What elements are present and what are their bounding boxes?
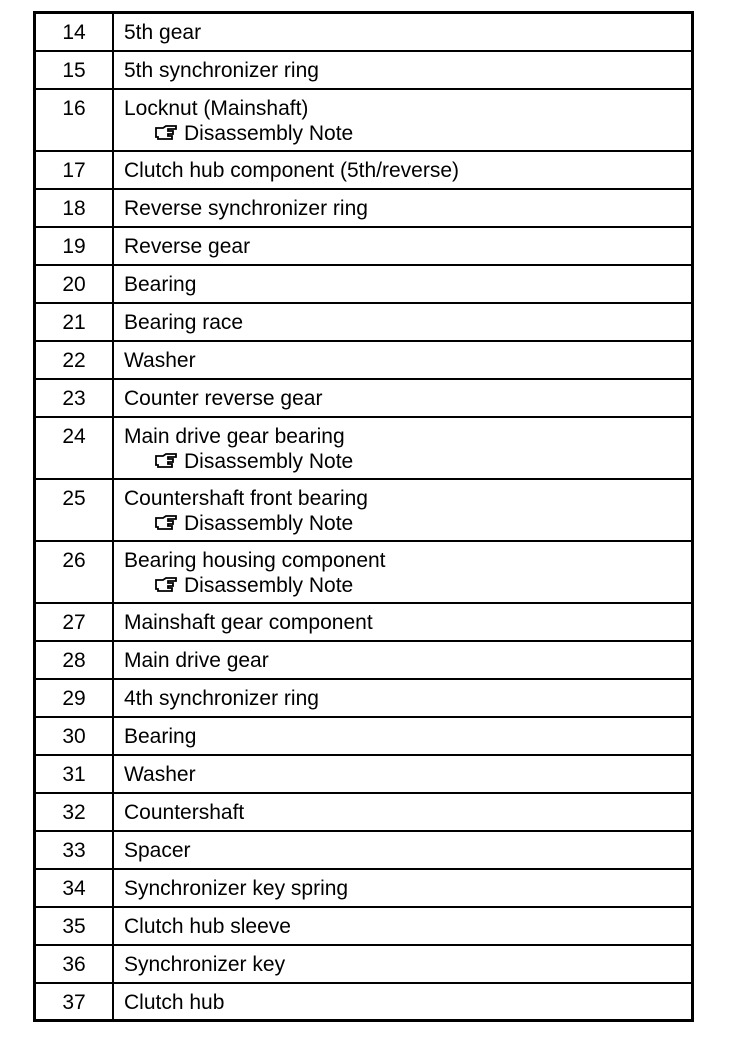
table-row [35,265,693,303]
part-cell [113,541,693,603]
table-row [35,189,693,227]
part-name: Bearing race [113,303,693,341]
part-name: Clutch hub [113,983,693,1021]
table-row [35,679,693,717]
part-name: Counter reverse gear [113,379,693,417]
part-number: 23 [35,379,114,417]
part-number: 21 [35,303,114,341]
table-row [35,869,693,907]
pointing-hand-icon [154,515,180,531]
part-name: Bearing [113,265,693,303]
part-number: 14 [35,13,114,51]
table-row [35,51,693,89]
part-number: 24 [35,417,114,479]
disassembly-note-link [124,512,691,536]
part-name: 4th synchronizer ring [113,679,693,717]
part-name: Countershaft [113,793,693,831]
part-name: Main drive gear bearing [124,424,345,448]
part-name: Clutch hub sleeve [113,907,693,945]
table-row [35,907,693,945]
part-number: 19 [35,227,114,265]
part-number: 32 [35,793,114,831]
part-number: 37 [35,983,114,1021]
part-name: Clutch hub component (5th/reverse) [113,151,693,189]
part-name: Synchronizer key [113,945,693,983]
disassembly-note-link [124,122,691,146]
table-row [35,641,693,679]
part-name: 5th gear [113,13,693,51]
part-name: Locknut (Mainshaft) [124,96,309,120]
table-row [35,379,693,417]
part-number: 30 [35,717,114,755]
parts-table [33,11,694,1022]
table-row [35,227,693,265]
note-label: Disassembly Note [184,121,354,145]
part-name: Bearing [113,717,693,755]
part-number: 17 [35,151,114,189]
part-number: 15 [35,51,114,89]
table-row [35,417,693,479]
note-label: Disassembly Note [184,511,354,535]
part-number: 26 [35,541,114,603]
pointing-hand-icon [154,125,180,141]
disassembly-note-link [124,450,691,474]
part-name: Washer [113,341,693,379]
part-name: Synchronizer key spring [113,869,693,907]
table-row [35,603,693,641]
table-row [35,831,693,869]
part-cell [113,479,693,541]
pointing-hand-icon [154,453,180,469]
part-name: Main drive gear [113,641,693,679]
part-number: 34 [35,869,114,907]
table-row [35,479,693,541]
table-row [35,13,693,51]
part-name: Washer [113,755,693,793]
part-number: 27 [35,603,114,641]
table-row [35,89,693,151]
part-name: Reverse synchronizer ring [113,189,693,227]
part-number: 35 [35,907,114,945]
part-name: Reverse gear [113,227,693,265]
part-number: 31 [35,755,114,793]
table-row [35,303,693,341]
part-number: 25 [35,479,114,541]
part-name: Mainshaft gear component [113,603,693,641]
part-number: 16 [35,89,114,151]
part-number: 29 [35,679,114,717]
note-label: Disassembly Note [184,573,354,597]
part-number: 18 [35,189,114,227]
part-number: 20 [35,265,114,303]
part-name: Spacer [113,831,693,869]
table-row [35,793,693,831]
table-row [35,945,693,983]
table-row [35,983,693,1021]
table-row [35,717,693,755]
table-row [35,541,693,603]
part-name: 5th synchronizer ring [113,51,693,89]
table-row [35,341,693,379]
part-number: 33 [35,831,114,869]
note-label: Disassembly Note [184,449,354,473]
part-number: 22 [35,341,114,379]
part-cell [113,417,693,479]
disassembly-note-link [124,574,691,598]
part-number: 36 [35,945,114,983]
part-name: Bearing housing component [124,548,386,572]
table-row [35,151,693,189]
part-cell [113,89,693,151]
part-name: Countershaft front bearing [124,486,368,510]
pointing-hand-icon [154,577,180,593]
part-number: 28 [35,641,114,679]
table-row [35,755,693,793]
